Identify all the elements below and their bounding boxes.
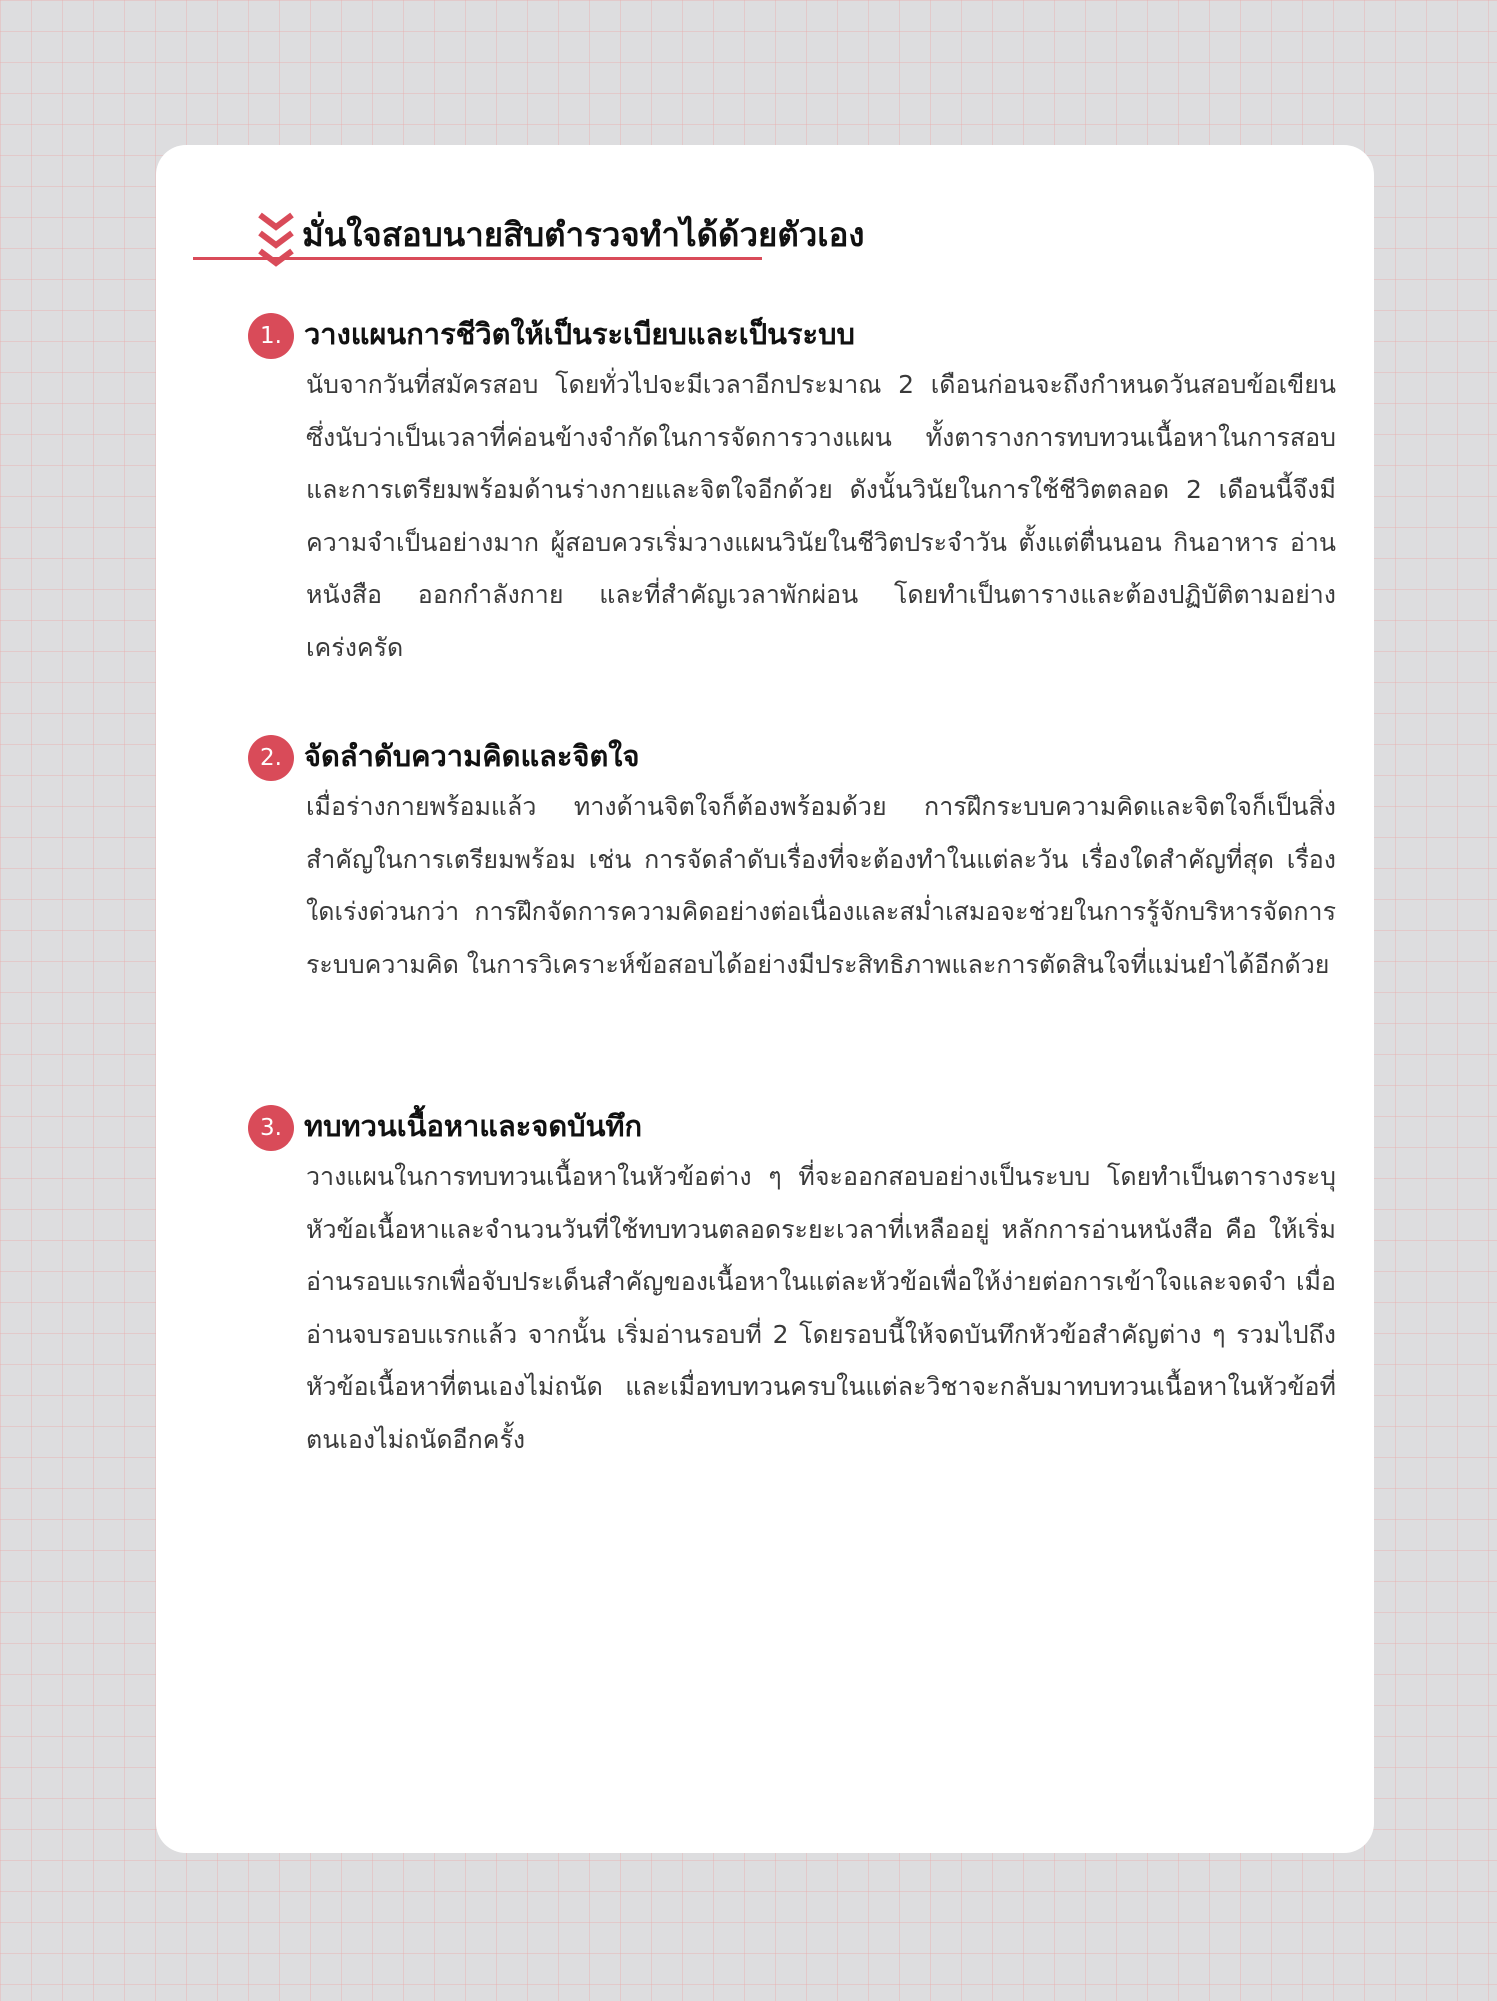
section-body: เมื่อร่างกายพร้อมแล้ว ทางด้านจิตใจก็ต้องพร้อมด้วย การฝึกระบบความคิดและจิตใจก็เป็นสิ่งสำคัญในการเตรียมพร้อม เช่น การจัดลำดับเรื่องที่จะต้องทำในแต่ละวัน เรื่องใดสำคัญที่สุด เรื่องใดเร่งด่วนกว่า การฝึกจัดการความคิดอย่างต่อเนื่องและสม่ำเสมอจะช่วยในการรู้จักบริหารจัดการระบบความคิด ในการวิเคราะห์ข้อสอบได้อย่างมีประสิทธิภาพและการตัดสินใจที่แม่นยำได้อีกด้วย	[306, 792, 1336, 979]
section-number-badge: 1.	[248, 313, 294, 359]
section-number-badge: 3.	[248, 1105, 294, 1151]
section-heading: ทบทวนเนื้อหาและจดบันทึก	[304, 1109, 643, 1143]
triple-chevron-down-icon	[256, 211, 296, 273]
page-header	[256, 209, 865, 285]
page-title: มั่นใจสอบนายสิบตำรวจทำได้ด้วยตัวเอง	[302, 215, 865, 254]
section-body: วางแผนในการทบทวนเนื้อหาในหัวข้อต่าง ๆ ที่จะออกสอบอย่างเป็นระบบ โดยทำเป็นตารางระบุหัวข้อเนื้อหาและจำนวนวันที่ใช้ทบทวนตลอดระยะเวลาที่เหลืออยู่ หลักการอ่านหนังสือ คือ ให้เริ่มอ่านรอบแรกเพื่อจับประเด็นสำคัญของเนื้อหาในแต่ละหัวข้อเพื่อให้ง่ายต่อการเข้าใจและจดจำ เมื่ออ่านจบรอบแรกแล้ว จากนั้น เริ่มอ่านรอบที่ 2 โดยรอบนี้ให้จดบันทึกหัวข้อสำคัญต่าง ๆ รวมไปถึงหัวข้อเนื้อหาที่ตนเองไม่ถนัด และเมื่อทบทวนครบในแต่ละวิชาจะกลับมาทบทวนเนื้อหาในหัวข้อที่ตนเองไม่ถนัดอีกครั้ง	[306, 1162, 1336, 1454]
section-heading: จัดลำดับความคิดและจิตใจ	[304, 739, 640, 773]
section-heading: วางแผนการชีวิตให้เป็นระเบียบและเป็นระบบ	[304, 317, 855, 351]
content-card	[156, 145, 1374, 1853]
title-underline	[193, 257, 762, 260]
section-number-badge: 2.	[248, 735, 294, 781]
section-body: นับจากวันที่สมัครสอบ โดยทั่วไปจะมีเวลาอีกประมาณ 2 เดือนก่อนจะถึงกำหนดวันสอบข้อเขียน ซึ่งนับว่าเป็นเวลาที่ค่อนข้างจำกัดในการจัดการวางแผน ทั้งตารางการทบทวนเนื้อหาในการสอบ และการเตรียมพร้อมด้านร่างกายและจิตใจอีกด้วย ดังนั้นวินัยในการใช้ชีวิตตลอด 2 เดือนนี้จึงมีความจำเป็นอย่างมาก ผู้สอบควรเริ่มวางแผนวินัยในชีวิตประจำวัน ตั้งแต่ตื่นนอน กินอาหาร อ่านหนังสือ ออกกำลังกาย และที่สำคัญเวลาพักผ่อน โดยทำเป็นตารางและต้องปฏิบัติตามอย่างเคร่งครัด	[306, 370, 1336, 662]
